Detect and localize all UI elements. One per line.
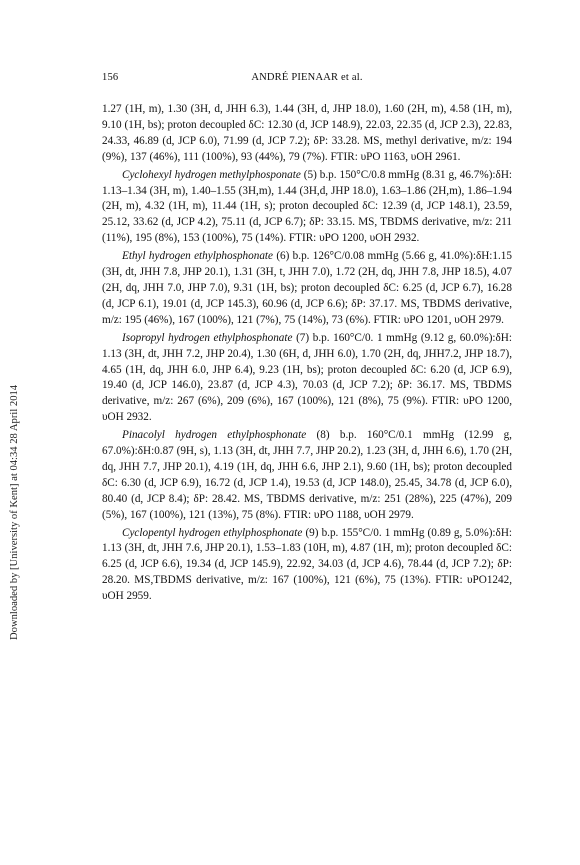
paragraph-compound-7 [102, 331, 512, 426]
paragraph-text: (5) b.p. 150°C/0.8 mmHg (8.31 g, 46.7%):δH: 1.13–1.34 (3H, m), 1.40–1.55 (3H,m), 1.44 (3H,d, JHP 18.0), 1.63–1.86 (2H,m), 1.86–1.94 (2H, m), 4.32 (1H, m), 11.44 (1H, s); proton decoupled δC: 12.39 (d, JCP 148.1), 23.59, 25.12, 33.62 (d, JCP 4.2), 75.11 (d, JCP 6.7); δP: 33.15. MS, TBDMS derivative, m/z: 211 (11%), 195 (8%), 153 (100%), 75 (14%). FTIR: υPO 1200, υOH 2932. [102, 168, 512, 245]
paragraph-text: (7) b.p. 160°C/0. 1 mmHg (9.12 g, 60.0%):δH: 1.13 (3H, dt, JHH 7.2, JHP 20.4), 1.30 (6H, d, JHH 6.0), 1.70 (2H, dq, JHH7.2, JHP 18.7), 4.65 (1H, dq, JHH 6.0, JHP 6.4), 9.23 (1H, bs); proton decoupled δC: 6.20 (d, JCP 6.9), 19.40 (d, JCP 146.0), 23.87 (d, JCP 4.3), 70.03 (d, JCP 7.2); δP: 36.17. MS, TBDMS derivative, m/z: 267 (6%), 209 (6%), 167 (100%), 121 (8%), 75 (9%). FTIR: υPO 1200, υOH 2932. [102, 331, 512, 424]
compound-name: Cyclopentyl hydrogen ethylphosphonate [122, 526, 303, 539]
compound-name: Isopropyl hydrogen ethylphosphonate [122, 331, 293, 344]
paragraph-compound-9 [102, 526, 512, 606]
paragraph-text: (8) b.p. 160°C/0.1 mmHg (12.99 g, 67.0%):δH:0.87 (9H, s), 1.13 (3H, dt, JHH 7.7, JHP 20.2), 1.23 (3H, d, JHH 6.6), 1.70 (2H, dq, JHH 7.7, JHP 20.1), 4.19 (1H, dq, JHH 6.6, JHP 2.1), 9.60 (1H, bs); proton decoupled δC: 6.30 (d, JCP 6.9), 16.72 (d, JCP 1.4), 19.53 (d, JCP 148.0), 25.45, 34.78 (d, JCP 6.0), 80.40 (d, JCP 8.4); δP: 28.42. MS, TBDMS derivative, m/z: 251 (28%), 225 (47%), 209 (5%), 167 (100%), 121 (13%), 75 (8%). FTIR: υPO 1188, υOH 2979. [102, 429, 512, 521]
paragraph-compound-5 [102, 168, 512, 248]
paragraph-text: 1.27 (1H, m), 1.30 (3H, d, JHH 6.3), 1.44 (3H, d, JHP 18.0), 1.60 (2H, m), 4.58 (1H, m), 9.10 (1H, bs); proton decoupled δC: 12.30 (d, JCP 148.9), 22.03, 22.35 (d, JCP 2.3), 22.83, 24.33, 46.89 (d, JCP 6.0), 71.99 (d, JCP 7.2); δP: 33.28. MS, methyl derivative, m/z: 194 (9%), 137 (46%), 111 (100%), 93 (44%), 79 (7%). FTIR: υPO 1163, υOH 2961. [102, 103, 512, 163]
download-watermark: Downloaded by [University of Kent] at 04:34 28 April 2014 [9, 384, 20, 640]
page-header [102, 72, 512, 86]
compound-name: Ethyl hydrogen ethylphosphonate [122, 250, 273, 263]
page-number: 156 [102, 72, 119, 83]
body-text [102, 102, 512, 605]
compound-name: Pinacolyl hydrogen ethylphosphonate [122, 429, 307, 442]
paragraph-text: (9) b.p. 155°C/0. 1 mmHg (0.89 g, 5.0%):δH: 1.13 (3H, dt, JHH 7.6, JHP 20.1), 1.53–1.83 (10H, m), 4.87 (1H, m); proton decoupled δC: 6.25 (d, JCP 6.6), 19.34 (d, JCP 145.9), 22.92, 34.03 (d, JCP 4.6), 78.44 (d, JCP 7.2); δP: 28.20. MS,TBDMS derivative, m/z: 167 (100%), 121 (6%), 75 (13%). FTIR: υPO1242, υOH 2959. [102, 526, 513, 603]
paragraph-compound-8 [102, 428, 512, 523]
paragraph-compound-6 [102, 249, 512, 329]
running-head: ANDRÉ PIENAAR et al. [251, 72, 363, 83]
paragraph-continued-spectra [102, 102, 512, 166]
paragraph-text: (6) b.p. 126°C/0.08 mmHg (5.66 g, 41.0%):δH:1.15 (3H, dt, JHH 7.8, JHP 20.1), 1.31 (3H, t, JHH 7.0), 1.72 (2H, dq, JHH 7.8, JHP 18.5), 4.07 (2H, dq, JHH 7.0, JHP 7.0), 9.31 (1H, bs); proton decoupled δC: 6.25 (d, JCP 6.7), 16.28 (d, JCP 6.1), 19.01 (d, JCP 145.3), 60.96 (d, JCP 6.6); δP: 37.17. MS, TBDMS derivative, m/z: 195 (46%), 167 (100%), 121 (7%), 75 (14%), 73 (6%). FTIR: υPO 1201, υOH 2979. [102, 250, 512, 326]
compound-name: Cyclohexyl hydrogen methylphosponate [122, 168, 301, 181]
